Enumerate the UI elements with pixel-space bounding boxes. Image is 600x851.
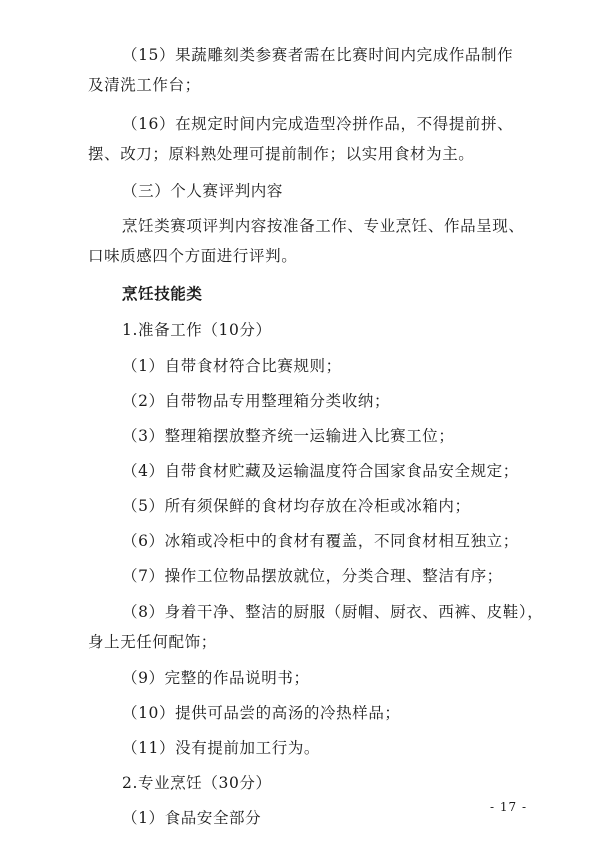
judging-intro-line-2: 口味质感四个方面进行评判。 <box>88 247 298 265</box>
category-heading-cooking-skills: 烹饪技能类 <box>122 284 203 303</box>
cooking-item-1: （1）食品安全部分 <box>122 809 262 827</box>
subheading-professional-cooking: 2.专业烹饪（30分） <box>122 774 272 792</box>
prep-item-9: （9）完整的作品说明书； <box>122 669 310 687</box>
prep-item-10: （10）提供可品尝的高汤的冷热样品； <box>122 704 401 722</box>
judging-intro-line-1: 烹饪类赛项评判内容按准备工作、专业烹饪、作品呈现、 <box>122 217 525 235</box>
prep-item-4: （4）自带食材贮藏及运输温度符合国家食品安全规定； <box>122 462 519 480</box>
prep-item-5: （5）所有须保鲜的食材均存放在冷柜或冰箱内； <box>122 497 471 515</box>
rule-15-line-2: 及清洗工作台； <box>88 76 201 94</box>
rule-16-line-2: 摆、改刀；原料熟处理可提前制作；以实用食材为主。 <box>88 145 475 163</box>
rule-15-line-1: （15）果蔬雕刻类参赛者需在比赛时间内完成作品制作 <box>122 46 514 64</box>
prep-item-8-line-1: （8）身着干净、整洁的厨服（厨帽、厨衣、西裤、皮鞋）， <box>122 603 544 621</box>
prep-item-8-line-2: 身上无任何配饰； <box>88 633 217 651</box>
prep-item-1: （1）自带食材符合比赛规则； <box>122 357 342 375</box>
subheading-preparation: 1.准备工作（10分） <box>122 321 272 339</box>
rule-16-line-1: （16）在规定时间内完成造型冷拼作品，不得提前拼、 <box>122 115 514 133</box>
page-number: - 17 - <box>490 800 528 814</box>
prep-item-6: （6）冰箱或冷柜中的食材有覆盖，不同食材相互独立； <box>122 532 519 550</box>
prep-item-3: （3）整理箱摆放整齐统一运输进入比赛工位； <box>122 427 455 445</box>
prep-item-7: （7）操作工位物品摆放就位，分类合理、整洁有序； <box>122 567 503 585</box>
section-heading-individual-judging: （三）个人赛评判内容 <box>122 182 284 200</box>
prep-item-2: （2）自带物品专用整理箱分类收纳； <box>122 392 391 410</box>
prep-item-11: （11）没有提前加工行为。 <box>122 739 321 757</box>
